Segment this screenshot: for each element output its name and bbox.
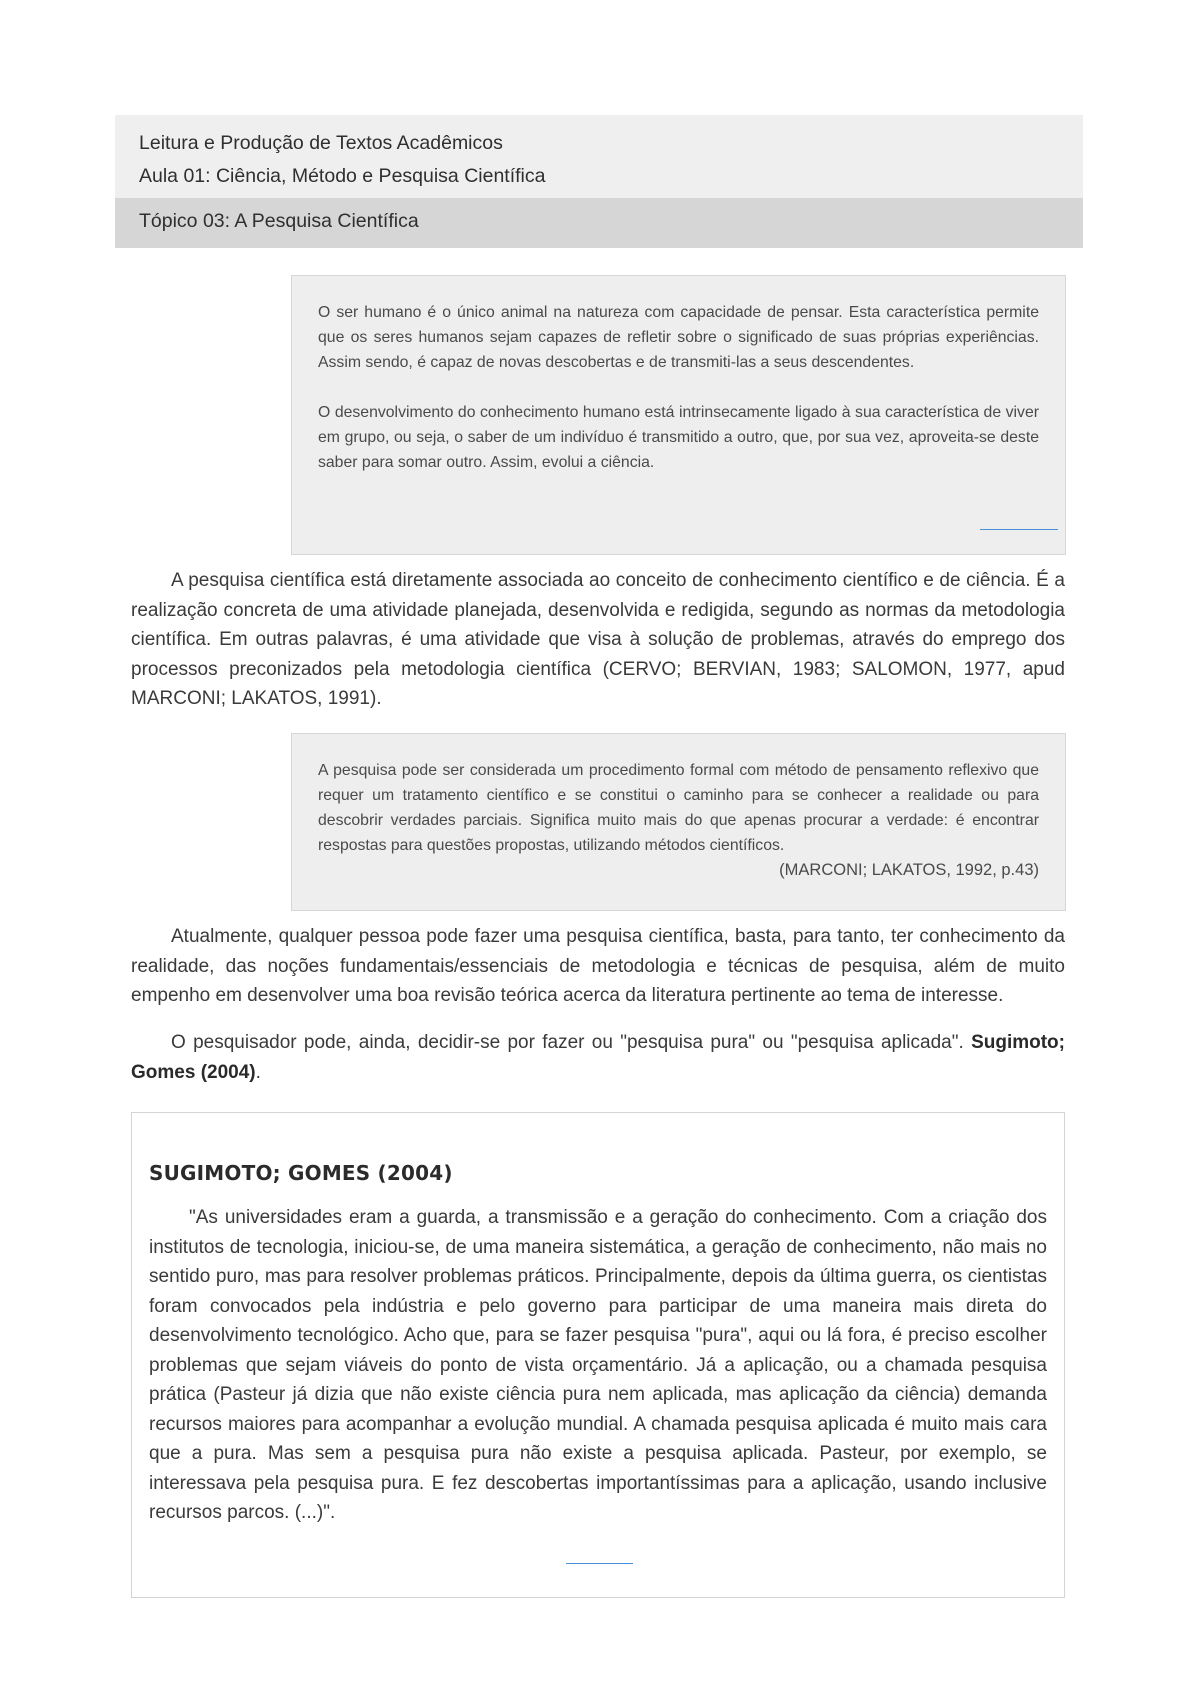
body-paragraph-2: Atualmente, qualquer pessoa pode fazer uma pesquisa científica, basta, para tanto, ter conhecimento da realidade, das noções fundamentais/essenciais de metodologia e técnicas de pesquisa, além de muito empenho em desenvolver uma boa revisão teórica acerca da literatura pertinente ao tema de interesse. xyxy=(131,926,1065,1006)
lesson-title: Aula 01: Ciência, Método e Pesquisa Científica xyxy=(139,165,546,187)
body-paragraph-1: A pesquisa científica está diretamente associada ao conceito de conhecimento científico e de ciência. É a realização concreta de uma atividade planejada, desenvolvida e redigida, segundo as normas da metodologia científica. Em outras palavras, é uma atividade que visa à solução de problemas, através do emprego dos processos preconizados pela metodologia científica (CERVO; BERVIAN, 1983; SALOMON, 1977, apud MARCONI; LAKATOS, 1991). xyxy=(131,570,1065,709)
sugimoto-gomes-reference: Sugimoto; Gomes (2004) xyxy=(131,1032,1065,1083)
intro-quote-box xyxy=(291,275,1066,555)
intro-quote-paragraph-1: O ser humano é o único animal na natureza com capacidade de pensar. Esta característica permite que os seres humanos sejam capazes de refletir sobre o significado de suas próprias experiências. Assim sendo, é capaz de novas descobertas e de transmiti-las a seus descendentes. xyxy=(318,304,1039,371)
citation-reference: (MARCONI; LAKATOS, 1992, p.43) xyxy=(779,861,1039,879)
body-paragraph-3-text: O pesquisador pode, ainda, decidir-se por fazer ou "pesquisa pura" ou "pesquisa aplicada". xyxy=(171,1032,972,1053)
info-box-title: SUGIMOTO; GOMES (2004) xyxy=(149,1161,453,1185)
body-paragraph-3 xyxy=(131,1028,1065,1087)
info-box-quote: "As universidades eram a guarda, a transmissão e a geração do conhecimento. Com a criação dos institutos de tecnologia, iniciou-se, de uma maneira sistemática, a geração de conhecimento, não mais no sentido puro, mas para resolver problemas práticos. Principalmente, depois da última guerra, os cientistas foram convocados pela indústria e pelo governo para participar de uma maneira mais direta do desenvolvimento tecnológico. Acho que, para se fazer pesquisa "pura", aqui ou lá fora, é preciso escolher problemas que sejam viáveis do ponto de vista orçamentário. Já a aplicação, ou a chamada pesquisa prática (Pasteur já dizia que não existe ciência pura nem aplicada, mas aplicação da ciência) demanda recursos maiores para acompanhar a evolução mundial. A chamada pesquisa aplicada é muito mais cara que a pura. Mas sem a pesquisa pura não existe a pesquisa aplicada. Pasteur, por exemplo, se interessava pela pesquisa pura. E fez descobertas importantíssimas para a aplicação, usando inclusive recursos parcos. (...)". xyxy=(149,1207,1047,1523)
citation-quote-text: A pesquisa pode ser considerada um procedimento formal com método de pensamento reflexivo que requer um tratamento científico e se constitui o caminho para se conhecer a realidade ou para descobrir verdades parciais. Significa muito mais do que apenas procurar a verdade: é encontrar respostas para questões propostas, utilizando métodos científicos. xyxy=(318,762,1039,854)
citation-quote-box xyxy=(291,733,1066,911)
intro-quote-paragraph-2: O desenvolvimento do conhecimento humano está intrinsecamente ligado à sua característica de viver em grupo, ou seja, o saber de um indivíduo é transmitido a outro, que, por sua vez, aproveita-se deste saber para somar outro. Assim, evolui a ciência. xyxy=(318,404,1039,471)
topic-title: Tópico 03: A Pesquisa Científica xyxy=(115,198,1083,248)
sugimoto-gomes-box xyxy=(131,1112,1065,1598)
info-box-reference-link[interactable] xyxy=(566,1563,633,1564)
intro-quote-reference-link[interactable] xyxy=(980,529,1058,530)
body-paragraph-3-end: . xyxy=(255,1061,261,1083)
course-title: Leitura e Produção de Textos Acadêmicos xyxy=(139,132,503,154)
course-header xyxy=(115,115,1083,198)
